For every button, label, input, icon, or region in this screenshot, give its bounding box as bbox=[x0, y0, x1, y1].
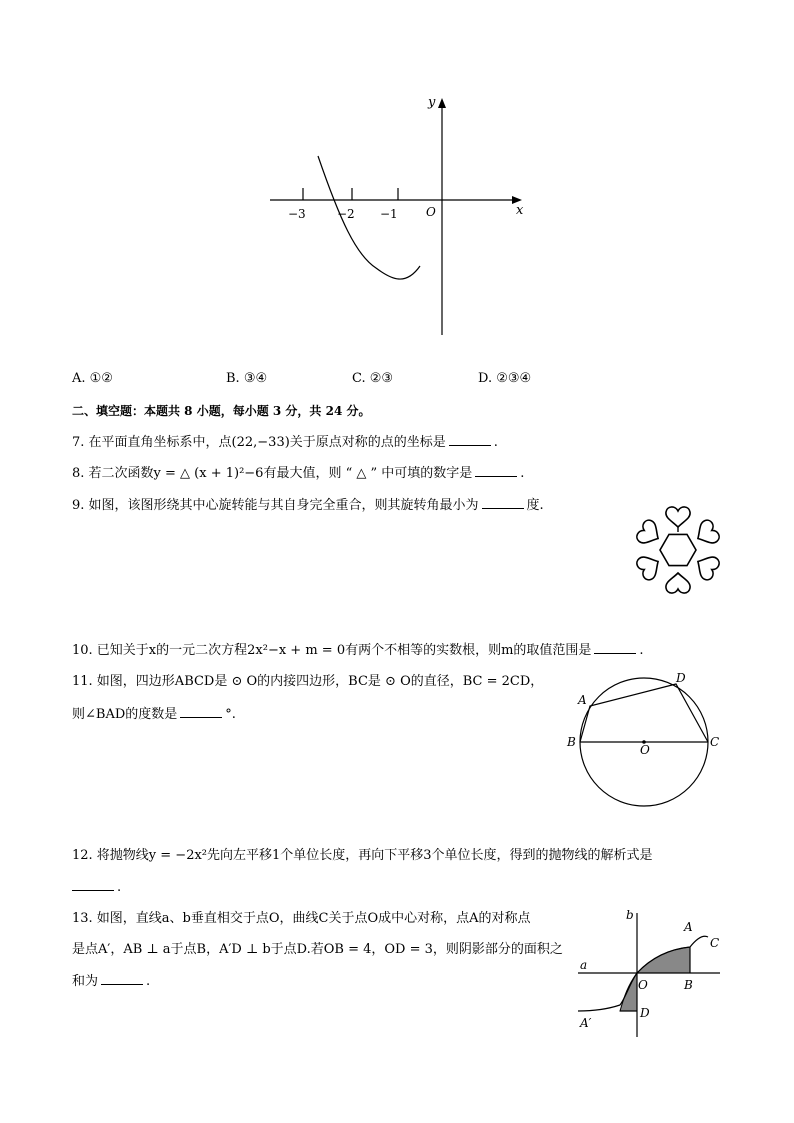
option-c: C. ②③ bbox=[352, 371, 394, 386]
question-9 bbox=[72, 496, 544, 515]
q12-blank bbox=[72, 878, 114, 891]
question-11-line1: 11. 如图，四边形ABCD是 ⊙ O的内接四边形，BC是 ⊙ O的直径，BC = 2CD， bbox=[72, 674, 544, 689]
label-b-point: B bbox=[684, 978, 693, 992]
q8-end: . bbox=[520, 466, 525, 481]
q9-end: 度. bbox=[526, 498, 544, 513]
label-a-prime: A′ bbox=[580, 1016, 592, 1030]
heart-icon bbox=[635, 551, 664, 582]
quad-sides bbox=[580, 684, 708, 742]
curve-c bbox=[578, 936, 708, 1011]
question-12-line2 bbox=[72, 878, 121, 897]
label-a: A bbox=[578, 693, 587, 707]
heart-icon bbox=[692, 518, 721, 549]
q10-text: 10. 已知关于x的一元二次方程2x²−x + m = 0有两个不相等的实数根，则m的取值范围是 bbox=[72, 643, 592, 658]
question-7 bbox=[72, 433, 498, 452]
question-13-line2: 是点A′，AB ⊥ a于点B，A′D ⊥ b于点D.若OB = 4，OD = 3，则阴影部分的面积之 bbox=[72, 942, 563, 957]
q8-blank bbox=[475, 464, 517, 477]
heart-icon bbox=[692, 551, 721, 582]
question-8 bbox=[72, 464, 524, 483]
q13-blank bbox=[101, 972, 143, 985]
q7-text: 7. 在平面直角坐标系中，点(22,−33)关于原点对称的点的坐标是 bbox=[72, 435, 446, 450]
question-11-line2 bbox=[72, 705, 236, 724]
question-10 bbox=[72, 641, 644, 660]
inscribed-quad-figure bbox=[562, 668, 732, 810]
section-heading: 二、填空题：本题共 8 小题，每小题 3 分，共 24 分。 bbox=[72, 404, 371, 418]
q11-text: 则∠BAD的度数是 bbox=[72, 707, 178, 722]
q13-text: 和为 bbox=[72, 974, 99, 989]
heart-icon bbox=[666, 507, 690, 527]
q10-blank bbox=[594, 641, 636, 654]
q10-end: . bbox=[639, 643, 644, 658]
y-axis-arrow bbox=[438, 98, 446, 108]
parabola-curve bbox=[318, 156, 420, 279]
q8-text: 8. 若二次函数y = △ (x + 1)²−6有最大值，则 “ △ ” 中可填的数字是 bbox=[72, 466, 473, 481]
label-d: D bbox=[676, 671, 686, 685]
tick-label-neg2: −2 bbox=[337, 207, 355, 221]
y-axis-label: y bbox=[428, 95, 436, 110]
option-d: D. ②③④ bbox=[478, 371, 532, 386]
question-12-line1: 12. 将抛物线y = −2x²先向左平移1个单位长度，再向下平移3个单位长度，得到的抛物线的解析式是 bbox=[72, 848, 653, 863]
tick-label-neg1: −1 bbox=[380, 207, 398, 221]
question-13-line1: 13. 如图，直线a、b垂直相交于点O，曲线C关于点O成中心对称，点A的对称点 bbox=[72, 911, 531, 926]
q12-end: . bbox=[117, 880, 122, 895]
option-a: A. ①② bbox=[72, 371, 113, 386]
question-13-line3 bbox=[72, 972, 150, 991]
heart-icon bbox=[666, 573, 690, 593]
shaded-region-left bbox=[620, 973, 637, 1011]
option-b: B. ③④ bbox=[226, 371, 268, 386]
q11-end: °. bbox=[225, 707, 236, 722]
label-d-point: D bbox=[640, 1006, 650, 1020]
q11-blank bbox=[180, 705, 222, 718]
label-a-point: A bbox=[684, 920, 693, 934]
tick-label-neg3: −3 bbox=[288, 207, 306, 221]
symmetric-curve-figure bbox=[570, 905, 730, 1040]
label-o: O bbox=[640, 743, 650, 757]
origin-label: O bbox=[426, 205, 436, 219]
center-hexagon bbox=[660, 534, 696, 565]
label-c: C bbox=[710, 735, 720, 749]
parabola-graph bbox=[260, 90, 540, 340]
shaded-region-right bbox=[637, 947, 690, 973]
label-line-b: b bbox=[626, 908, 634, 922]
q9-text: 9. 如图，该图形绕其中心旋转能与其自身完全重合，则其旋转角最小为 bbox=[72, 498, 479, 513]
label-c-curve: C bbox=[710, 936, 720, 950]
q9-blank bbox=[482, 496, 524, 509]
label-o: O bbox=[638, 978, 648, 992]
label-b: B bbox=[567, 735, 576, 749]
label-line-a: a bbox=[580, 958, 588, 972]
heart-hexagon-figure bbox=[630, 498, 726, 602]
q13-end: . bbox=[146, 974, 151, 989]
q7-blank bbox=[449, 433, 491, 446]
heart-icon bbox=[635, 518, 664, 549]
q7-end: . bbox=[493, 435, 498, 450]
x-axis-label: x bbox=[516, 203, 524, 218]
hearts-group bbox=[635, 507, 722, 593]
